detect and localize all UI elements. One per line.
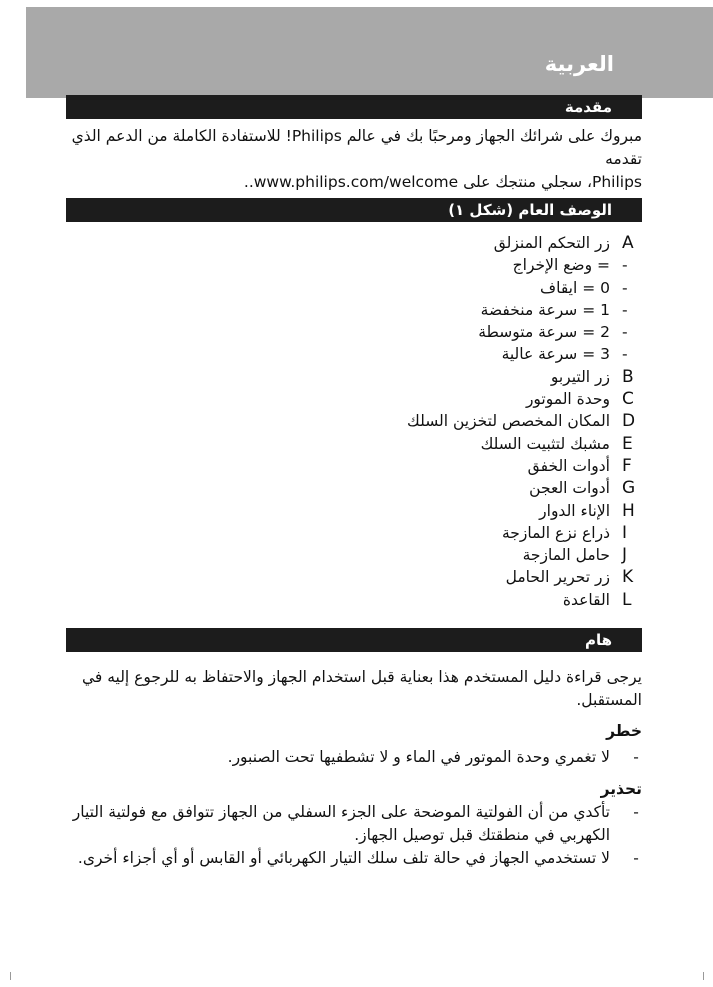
list-item (66, 589, 642, 611)
item-letter: K (622, 567, 634, 588)
important-heading: هام (584, 631, 612, 649)
list-item (66, 232, 642, 254)
important-paragraph (66, 666, 642, 712)
list-item (66, 321, 642, 343)
item-text: مشبك لتثبيت السلك (480, 434, 610, 453)
item-letter: B (622, 366, 634, 387)
danger-heading: خطر (606, 722, 642, 740)
warning-item (66, 847, 642, 870)
bullet-dash: - (622, 345, 628, 364)
list-item (66, 299, 642, 321)
danger-item-text: لا تغمري وحدة الموتور في الماء و لا تشطفيها تحت الصنبور. (227, 748, 610, 766)
item-text: الإناء الدوار (539, 501, 610, 520)
list-item (66, 500, 642, 522)
item-letter: A (622, 233, 634, 253)
language-title: العربية (544, 52, 614, 76)
language-banner (26, 7, 713, 98)
item-text: 3 = سرعة عالية (501, 345, 610, 364)
item-letter: I (622, 522, 628, 543)
important-line-2: المستقبل. (576, 691, 642, 709)
item-text: زر التحكم المنزلق (493, 234, 610, 252)
warning-item-text-cont: الكهربي في منطقتك قبل توصيل الجهاز. (354, 826, 610, 844)
item-text: 2 = سرعة متوسطة (478, 323, 610, 342)
intro-heading: مقدمة (564, 98, 612, 116)
item-text: زر تحرير الحامل (505, 568, 610, 587)
list-item (66, 410, 642, 432)
item-text: 1 = سرعة منخفضة (480, 300, 610, 319)
intro-paragraph (66, 125, 642, 194)
item-text: أدوات العجن (529, 479, 610, 498)
item-letter: E (622, 433, 633, 454)
list-item (66, 366, 642, 388)
warning-heading: تحذير (600, 780, 642, 798)
list-item (66, 388, 642, 410)
crop-mark (703, 972, 704, 980)
section-heading-overview (66, 198, 642, 222)
item-letter: J (622, 545, 628, 566)
item-letter: D (622, 411, 636, 432)
list-item (66, 544, 642, 566)
item-letter: G (622, 478, 636, 499)
list-item (66, 254, 642, 276)
item-text: القاعدة (562, 590, 610, 609)
warning-item (66, 801, 642, 847)
item-text: زر التيربو (550, 367, 610, 386)
list-item (66, 433, 642, 455)
bullet-dash: - (633, 748, 639, 766)
item-text: ذراع نزع المازجة (501, 523, 610, 542)
warning-item-text: تأكدي من أن الفولتية الموضحة على الجزء السفلي من الجهاز تتوافق مع فولتية التيار (72, 803, 610, 821)
intro-line-2: Philips، سجلي منتجك على www.philips.com/welcome.. (243, 173, 642, 191)
intro-line-1: مبروك على شرائك الجهاز ومرحبًا بك في عالم Philips! للاستفادة الكاملة من الدعم الذي تقدمه (71, 127, 642, 168)
item-text: = وضع الإخراج (512, 256, 610, 275)
item-letter: L (622, 589, 632, 610)
important-line-1: يرجى قراءة دليل المستخدم هذا بعناية قبل استخدام الجهاز والاحتفاظ به للرجوع إليه في (81, 668, 642, 686)
warning-item-text: لا تستخدمي الجهاز في حالة تلف سلك التيار الكهربائي أو القابس أو أي أجزاء أخرى. (77, 849, 610, 867)
item-text: حامل المازجة (522, 546, 610, 565)
bullet-dash: - (633, 849, 639, 867)
list-item (66, 522, 642, 544)
bullet-dash: - (622, 323, 628, 342)
item-text: أدوات الخفق (527, 456, 610, 475)
item-text: 0 = ايقاف (540, 278, 610, 297)
bullet-dash: - (622, 278, 628, 297)
item-letter: H (622, 500, 635, 521)
bullet-dash: - (633, 803, 639, 821)
item-text: وحدة الموتور (525, 390, 610, 409)
list-item (66, 477, 642, 499)
bullet-dash: - (622, 300, 628, 319)
danger-item (66, 746, 642, 769)
section-heading-important (66, 628, 642, 652)
list-item (66, 277, 642, 299)
item-letter: C (622, 389, 634, 410)
bullet-dash: - (622, 256, 628, 275)
list-item (66, 566, 642, 588)
overview-list (66, 232, 642, 611)
section-heading-intro (66, 95, 642, 119)
list-item (66, 343, 642, 365)
item-text: المكان المخصص لتخزين السلك (407, 412, 610, 431)
item-letter: F (622, 455, 632, 476)
crop-mark (10, 972, 11, 980)
overview-heading: الوصف العام (شكل ١) (448, 201, 612, 219)
list-item (66, 455, 642, 477)
